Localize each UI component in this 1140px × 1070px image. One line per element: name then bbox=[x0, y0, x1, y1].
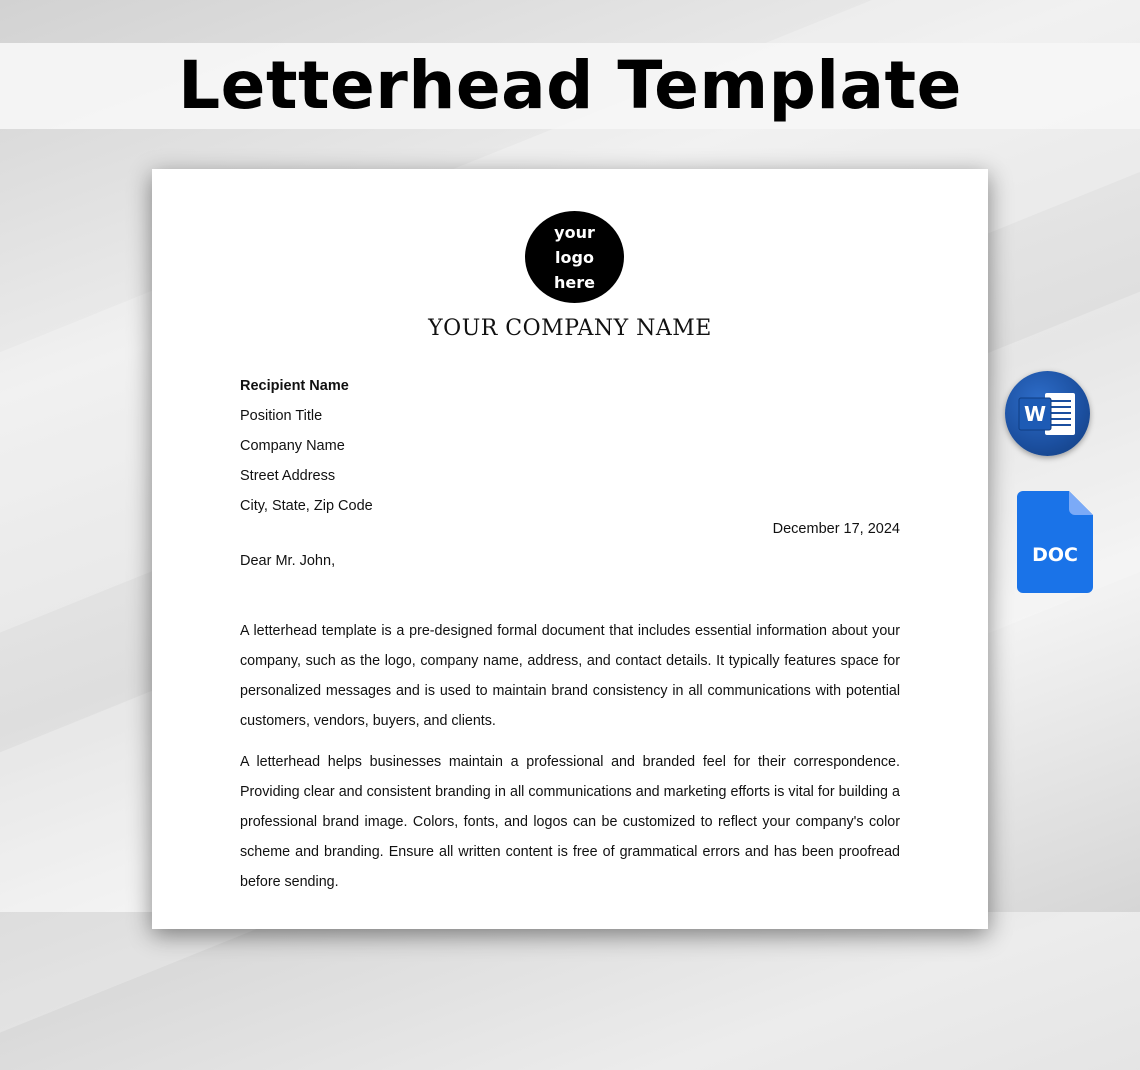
word-icon-letter: W bbox=[1023, 402, 1047, 426]
recipient-name: Recipient Name bbox=[240, 378, 349, 394]
recipient-city: City, State, Zip Code bbox=[240, 498, 373, 514]
doc-icon-graphic bbox=[1017, 491, 1093, 593]
recipient-block bbox=[240, 371, 373, 521]
body-paragraph: A letterhead helps businesses maintain a professional and branded feel for their correspondence. Providing clear and consistent branding in all communications and marketing efforts is vital for building a professional brand image. Colors, fonts, and logos can be customized to reflect your company's color scheme and branding. Ensure all written content is free of grammatical errors and has been proofread before sending. bbox=[240, 754, 900, 890]
doc-file-icon bbox=[1017, 491, 1093, 593]
logo-text-line: logo bbox=[555, 247, 594, 267]
doc-icon-label: DOC bbox=[1032, 544, 1078, 566]
word-icon-graphic bbox=[1005, 371, 1090, 456]
company-name: YOUR COMPANY NAME bbox=[428, 316, 712, 341]
recipient-company: Company Name bbox=[240, 438, 345, 454]
title-banner bbox=[0, 43, 1140, 129]
logo-text-line: here bbox=[554, 272, 595, 292]
logo-text-line: your bbox=[554, 222, 595, 242]
letter-date: December 17, 2024 bbox=[772, 521, 900, 537]
recipient-street: Street Address bbox=[240, 468, 336, 484]
salutation: Dear Mr. John, bbox=[240, 553, 336, 569]
body-paragraph: A letterhead template is a pre-designed formal document that includes essential information about your company, such as the logo, company name, address, and contact details. It typically features space for personalized messages and is used to maintain brand consistency in all communications with potential customers, vendors, buyers, and clients. bbox=[240, 623, 900, 729]
microsoft-word-icon bbox=[1005, 371, 1090, 456]
logo-placeholder bbox=[525, 211, 624, 303]
letter-page bbox=[152, 169, 988, 929]
banner-title: Letterhead Template bbox=[178, 47, 962, 124]
recipient-position: Position Title bbox=[240, 408, 323, 424]
